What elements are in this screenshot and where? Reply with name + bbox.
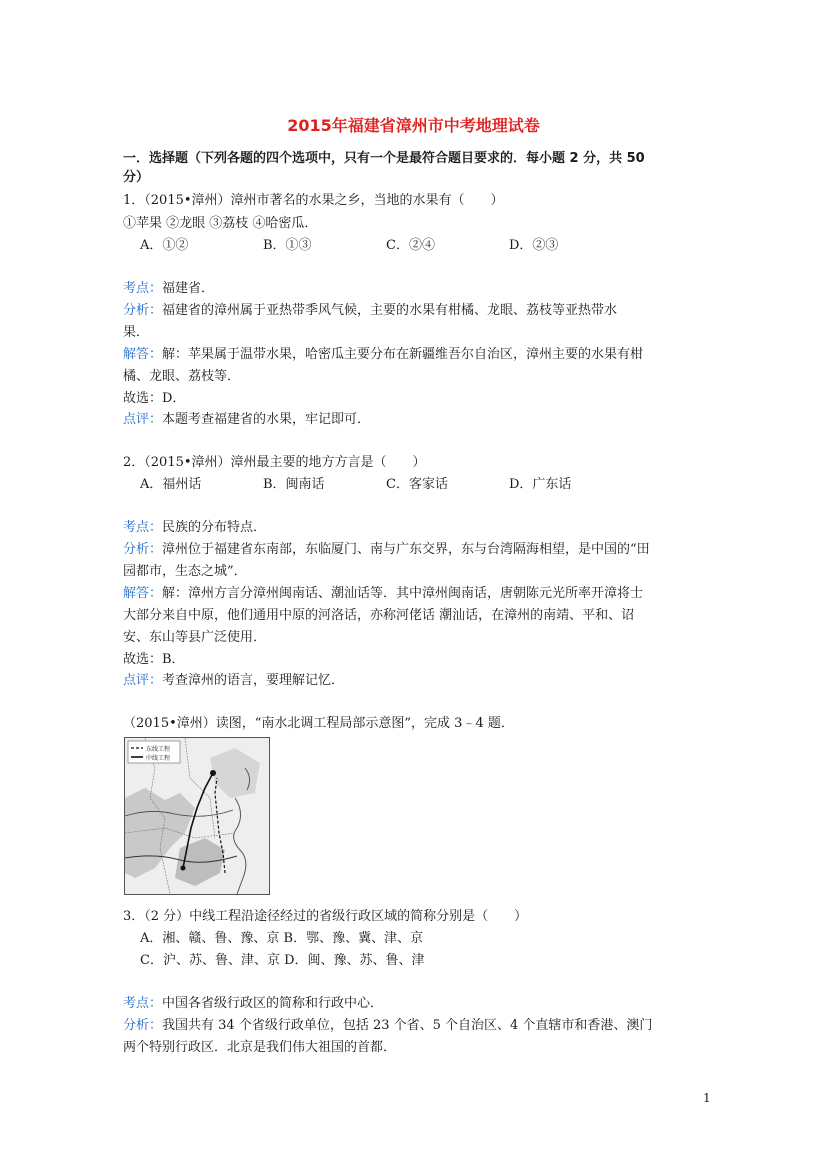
- question-3-stem: 3．（2 分）中线工程沿途径经过的省级行政区域的简称分别是（ ）: [123, 909, 528, 924]
- question-1-option-b: B．①③: [263, 238, 312, 253]
- question-1-option-a: A．①②: [140, 238, 189, 253]
- fenxi-label: 分析：: [123, 303, 163, 318]
- question-2-option-d: D．广东话: [509, 477, 572, 492]
- map-legend-middle: 中线工程: [146, 755, 171, 762]
- kaodian-label: 考点：: [123, 520, 163, 535]
- question-1-dianping: [123, 408, 370, 427]
- question-2-option-a: A．福州话: [140, 477, 202, 492]
- map-legend-east: 东线工程: [146, 746, 171, 753]
- question-3-options-line-2: C．沪、苏、鲁、津、京 D．闽、豫、苏、鲁、津: [140, 953, 425, 968]
- question-3-options-line-1: A．湘、赣、鲁、豫、京 B．鄂、豫、冀、津、京: [140, 931, 424, 946]
- page-number: 1: [703, 1091, 711, 1105]
- question-1-jieda-cont: 橘、龙眼、荔枝等．: [123, 369, 241, 384]
- question-3-kaodian: [123, 992, 383, 1011]
- jieda-label: 解答：: [123, 586, 163, 601]
- fenxi-label: 分析：: [123, 542, 163, 557]
- section-heading-cont: 分）: [123, 170, 150, 185]
- question-1-items: ①苹果 ②龙眼 ③荔枝 ④哈密瓜．: [123, 216, 318, 231]
- kaodian-label: 考点：: [123, 281, 163, 296]
- question-1-answer: 故选：D．: [123, 391, 186, 406]
- question-2-kaodian: [123, 516, 266, 535]
- question-2-dianping: [123, 669, 344, 688]
- question-1-option-d: D．②③: [509, 238, 559, 253]
- dianping-label: 点评：: [123, 412, 163, 427]
- question-2-jieda: [123, 582, 643, 601]
- page-title: 2015年福建省漳州市中考地理试卷: [287, 116, 540, 135]
- question-1-fenxi: [123, 299, 617, 318]
- question-3-fenxi: [123, 1014, 652, 1033]
- dianping-text: 考查漳州的语言，要理解记忆．: [162, 673, 345, 688]
- dianping-label: 点评：: [123, 673, 163, 688]
- kaodian-text: 民族的分布特点．: [162, 520, 267, 535]
- jieda-label: 解答：: [123, 347, 163, 362]
- question-1-kaodian: [123, 277, 214, 296]
- question-2-fenxi: [123, 538, 650, 557]
- intro-questions-3-4: （2015•漳州）读图，“南水北调工程局部示意图”，完成 3﹣4 题．: [123, 716, 514, 731]
- section-heading: 一．选择题（下列各题的四个选项中，只有一个是最符合题目要求的．每小题 2 分，共 50: [123, 151, 645, 166]
- question-2-jieda-cont-2: 安、东山等县广泛使用．: [123, 630, 267, 645]
- fenxi-text: 福建省的漳州属于亚热带季风气候，主要的水果有柑橘、龙眼、荔枝等亚热带水: [162, 303, 618, 318]
- question-1-jieda: [123, 343, 643, 362]
- kaodian-text: 福建省．: [162, 281, 215, 296]
- fenxi-label: 分析：: [123, 1018, 163, 1033]
- question-2-fenxi-cont: 园都市，生态之城”．: [123, 564, 247, 579]
- question-1-fenxi-cont: 果．: [123, 325, 150, 340]
- fenxi-text: 漳州位于福建省东南部，东临厦门、南与广东交界，东与台湾隔海相望，是中国的“田: [162, 542, 650, 557]
- kaodian-label: 考点：: [123, 996, 163, 1011]
- question-1-option-c: C．②④: [386, 238, 435, 253]
- jieda-text: 解：苹果属于温带水果，哈密瓜主要分布在新疆维吾尔自治区，漳州主要的水果有柑: [162, 347, 644, 362]
- south-north-water-diversion-map: [124, 737, 270, 895]
- question-3-fenxi-cont: 两个特别行政区．北京是我们伟大祖国的首都．: [123, 1040, 397, 1055]
- dianping-text: 本题考查福建省的水果，牢记即可．: [162, 412, 371, 427]
- map-drawing: [125, 738, 269, 894]
- fenxi-text: 我国共有 34 个省级行政单位，包括 23 个省、5 个自治区、4 个直辖市和香港、澳门: [162, 1018, 653, 1033]
- question-2-answer: 故选：B．: [123, 652, 185, 667]
- question-2-jieda-cont-1: 大部分来自中原，他们通用中原的河洛话，亦称河佬话 潮汕话，在漳州的南靖、平和、诏: [123, 608, 635, 623]
- jieda-text: 解：漳州方言分漳州闽南话、潮汕话等．其中漳州闽南话，唐朝陈元光所率开漳将士: [162, 586, 644, 601]
- question-1-stem: 1．（2015•漳州）漳州市著名的水果之乡，当地的水果有（ ）: [123, 193, 504, 208]
- question-2-option-c: C．客家话: [386, 477, 448, 492]
- question-2-stem: 2．（2015•漳州）漳州最主要的地方方言是（ ）: [123, 455, 426, 470]
- question-2-option-b: B．闽南话: [263, 477, 325, 492]
- kaodian-text: 中国各省级行政区的简称和行政中心．: [162, 996, 384, 1011]
